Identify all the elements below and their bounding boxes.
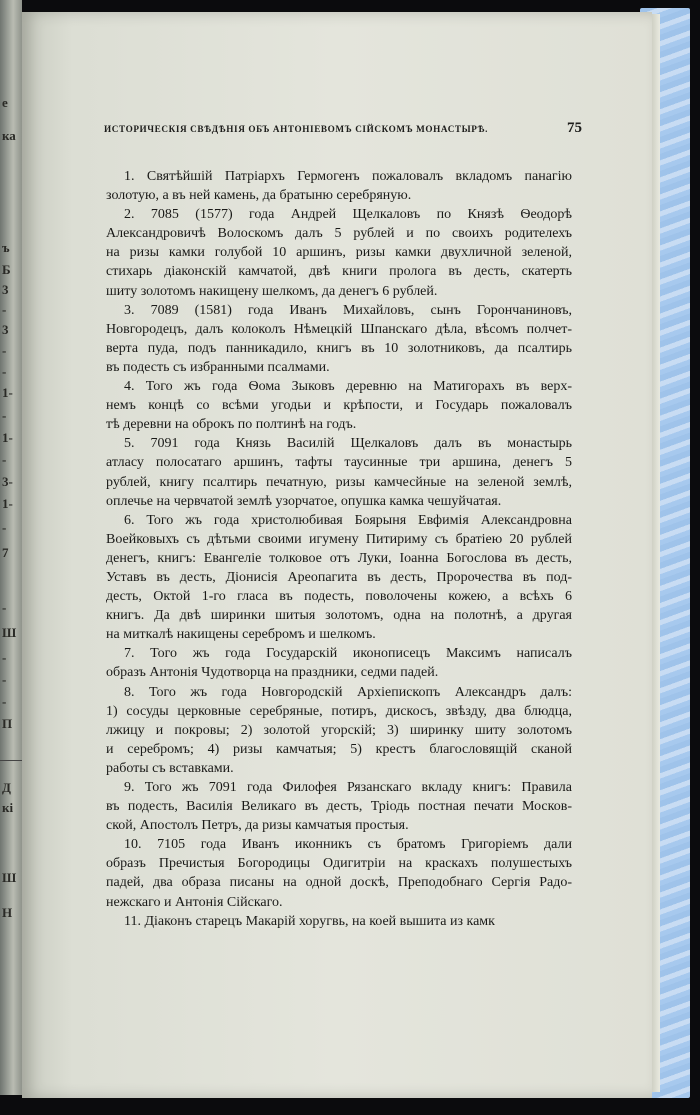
text-line: 6. Того жъ года христолюбивая Боярыня Евфимія Александровна [124, 512, 572, 528]
text-line: въ подесть, Василія Великаго въ десть, Тріодь постная печати Москов- [106, 799, 572, 815]
previous-page-fragment: е [2, 95, 8, 110]
paragraph [106, 205, 572, 300]
previous-page-edge [0, 0, 22, 1095]
text-line: денегъ, книгъ: Евангеліе толковое отъ Луки, Іоанна Богослова въ десть, [106, 550, 572, 566]
text-line: 10. 7105 года Иванъ иконникъ съ братомъ Григоріемъ дали [124, 837, 572, 853]
text-line: золотую, а въ ней камень, да братыню серебряную. [106, 188, 412, 204]
previous-page-fragment: - [2, 672, 7, 687]
text-line: падей, два образа писаны на одной доскѣ, Преподобнаго Сергія Радо- [106, 875, 572, 891]
text-line: немъ концѣ со всѣми угодьи и крѣпости, и Государь пожаловалъ [106, 398, 572, 414]
text-line: атласу полосатаго аршинъ, тафты таусинные три аршина, денегъ 5 [106, 455, 572, 471]
text-line: шиту золотомъ накищену шелкомъ, да денегъ 6 рублей. [106, 283, 438, 299]
paragraph [106, 167, 572, 205]
text-line: десть, Октой 1-го гласа въ подесть, поволочены кожею, а всѣхъ 6 [106, 589, 572, 605]
previous-page-fragment: - [2, 302, 7, 317]
previous-page-fragment: П [2, 716, 13, 731]
text-line: въ подесть съ избранными псалмами. [106, 359, 330, 375]
text-line: образъ Антонія Чудотворца на праздники, седми падей. [106, 665, 439, 681]
previous-page-fragment: кі [2, 800, 14, 815]
text-line: на ризы камки голубой 10 аршинъ, ризы камки двухличной зеленой, [106, 245, 572, 261]
text-line: книгъ. Да двѣ ширинки шитыя золотомъ, одна на полотнѣ, а другая [106, 608, 572, 624]
previous-page-fragment: - [2, 600, 7, 615]
paragraph [106, 511, 572, 645]
previous-page-fragment: Б [2, 262, 11, 277]
previous-page-fragment: 7 [2, 545, 9, 560]
text-line: рублей, книгу псалтирь печатную, ризы камчесйные на зеленой землѣ, [106, 474, 572, 490]
previous-page-fragment: - [2, 520, 7, 535]
text-line: Воейковыхъ съ дѣтьми своими игумену Питириму съ братіею 20 рублей [106, 531, 572, 547]
page-edge [652, 14, 660, 1092]
previous-page-fragment: Д [2, 780, 11, 795]
previous-page-fragment: Ш [2, 625, 17, 640]
book-page [22, 12, 652, 1098]
previous-page-fragment: 3- [2, 474, 13, 489]
previous-page-fragment: - [2, 408, 7, 423]
paragraph [106, 434, 572, 510]
paragraph [106, 683, 572, 778]
previous-page-fragment: 1- [2, 496, 13, 511]
paragraph [106, 377, 572, 434]
text-line: 2. 7085 (1577) года Андрей Щелкаловъ по Князѣ Ѳеодорѣ [124, 207, 572, 223]
text-line: 5. 7091 года Князь Василій Щелкаловъ далъ въ монастырь [124, 436, 572, 452]
page-number: 75 [567, 120, 582, 136]
previous-page-fragment: 3 [2, 322, 9, 337]
previous-page-fragment: Ш [2, 870, 17, 885]
paragraph [106, 835, 572, 911]
text-line: и серебромъ; 4) ризы камчатыя; 5) крестъ благословящій сканой [106, 741, 572, 757]
text-line: Новгородецъ, далъ колоколъ Нѣмецкій Шпанскаго дѣла, вѣсомъ полчет- [106, 321, 572, 337]
text-line: Александровичѣ Волоскомъ далъ 5 рублей и по своихъ родителехъ [106, 226, 572, 242]
text-line: 7. Того жъ года Государскій иконописецъ Максимъ написалъ [124, 646, 572, 662]
previous-page-fragment: - [2, 343, 7, 358]
previous-page-fragment: - [2, 650, 7, 665]
body-text [106, 167, 572, 931]
previous-page-fragment: 1- [2, 430, 13, 445]
previous-page-fragment: 1- [2, 385, 13, 400]
previous-page-fragment: - [2, 452, 7, 467]
text-line: работы съ вставками. [106, 760, 234, 776]
running-header [104, 120, 582, 140]
text-line: 8. Того жъ года Новгородскій Архіепископъ Александръ далъ: [124, 684, 572, 700]
text-line: оплечье на червчатой землѣ узорчатое, опушка камка чешуйчатая. [106, 493, 502, 509]
text-line: 11. Діаконъ старецъ Макарій хоругвь, на коей вышита из камк [124, 913, 495, 929]
previous-page-fragment: - [2, 694, 7, 709]
text-line: 9. Того жъ 7091 года Филофея Рязанскаго вкладу книгъ: Правила [124, 780, 572, 795]
text-line: на миткалѣ накищены серебромъ и шелкомъ. [106, 627, 376, 643]
text-line: лжицу и покровы; 2) золотой угорскій; 3) ширинку шиту золотомъ [106, 722, 572, 738]
text-line: образъ Пречистыя Богородицы Одигитріи на краскахъ полушестыхъ [106, 856, 572, 872]
paragraph [106, 912, 572, 931]
text-line: тѣ деревни на оброкъ по полтинѣ на годъ. [106, 417, 357, 433]
text-line: стихарь діаконскій камчатой, двѣ книги пролога въ десть, скатерть [106, 264, 572, 280]
text-line: 1. Святѣйшій Патріархъ Гермогенъ пожаловалъ вкладомъ панагію [124, 169, 572, 184]
paragraph [106, 778, 572, 835]
text-line: 1) сосуды церковные серебряные, потиръ, дискосъ, звѣзду, два блюдца, [106, 703, 572, 719]
previous-page-rule [0, 760, 22, 761]
paragraph [106, 644, 572, 682]
text-line: ской, Апостолъ Петръ, да ризы камчатыя простыя. [106, 818, 409, 834]
previous-page-fragment: ъ [2, 240, 10, 255]
header-title: ИСТОРИЧЕСКІЯ СВѢДѢНІЯ ОБЪ АНТОНІЕВОМЪ СІЙСКОМЪ МОНАСТЫРѢ. [104, 124, 489, 134]
text-line: 4. Того жъ года Ѳома Зыковъ деревню на Матигорахъ въ верх- [124, 379, 572, 395]
text-line: верта пуда, подъ панникадило, книгъ въ 10 золотниковъ, да псалтирь [106, 340, 572, 356]
previous-page-fragment: 3 [2, 282, 9, 297]
text-line: Уставъ въ десть, Діонисія Ареопагита въ десть, Пророчества въ под- [106, 569, 572, 585]
previous-page-fragment: - [2, 364, 7, 379]
paragraph [106, 301, 572, 377]
previous-page-fragment: Н [2, 905, 13, 920]
text-line: 3. 7089 (1581) года Иванъ Михайловъ, сынъ Горончаниновъ, [124, 302, 572, 318]
previous-page-fragment: ка [2, 128, 16, 143]
text-line: нежскаго и Антонія Сійскаго. [106, 894, 283, 910]
